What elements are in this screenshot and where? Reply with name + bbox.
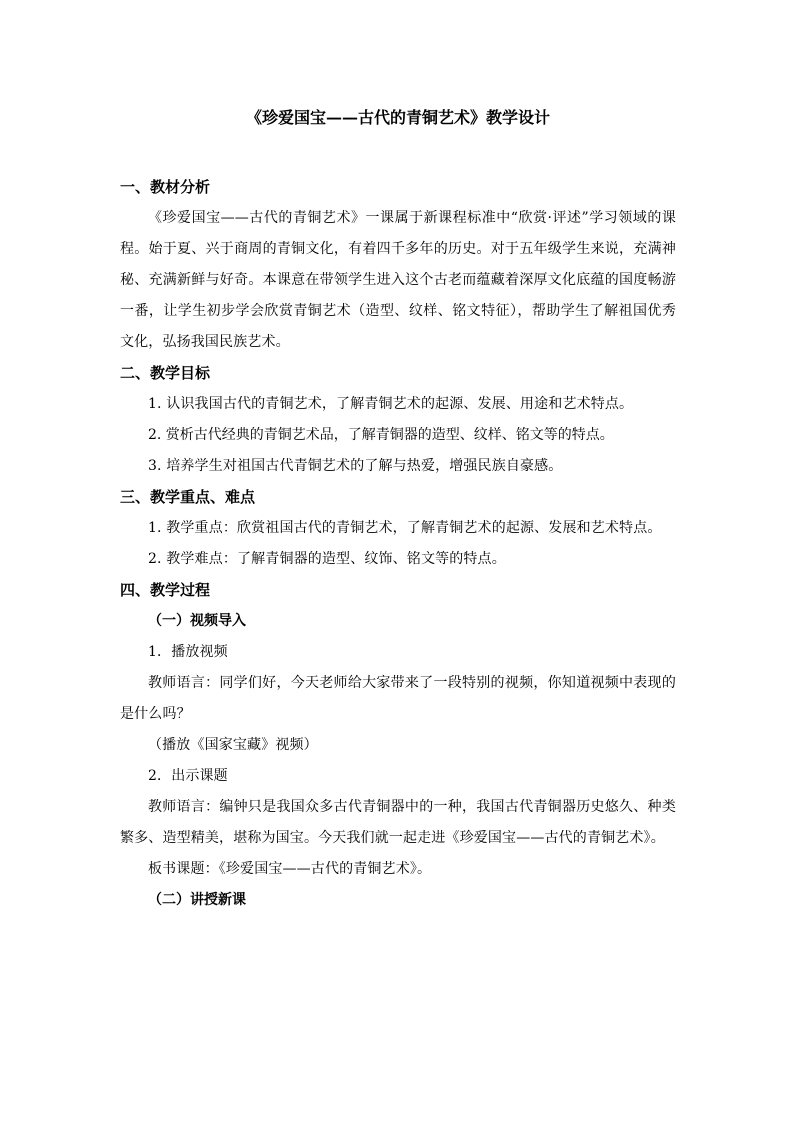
section-heading-goals: 二、教学目标 — [120, 364, 211, 382]
goal-item-3: 3. 培养学生对祖国古代青铜艺术的了解与热爱，增强民族自豪感。 — [148, 458, 563, 474]
video-note: （播放《国家宝藏》视频） — [148, 737, 318, 753]
subsection-video-intro: （一）视频导入 — [148, 613, 246, 629]
teacher-speech-2: 教师语言：编钟只是我国众多古代青铜器中的一种，我国古代青铜器历史悠久、种类繁多、造型精美，堪称为国宝。今天我们就一起走进《珍爱国宝——古代的青铜艺术》。 — [120, 799, 676, 846]
step-play-video: 1．播放视频 — [148, 644, 228, 660]
document-title: 《珍爱国宝——古代的青铜艺术》教学设计 — [245, 108, 550, 127]
subsection-new-lesson: （二）讲授新课 — [148, 892, 246, 908]
section-heading-key-points: 三、教学重点、难点 — [120, 488, 256, 506]
section-heading-analysis: 一、教材分析 — [120, 178, 211, 196]
board-topic: 板书课题：《珍爱国宝——古代的青铜艺术》。 — [148, 861, 432, 877]
key-point: 1. 教学重点：欣赏祖国古代的青铜艺术，了解青铜艺术的起源、发展和艺术特点。 — [148, 520, 662, 536]
step-show-topic: 2．出示课题 — [148, 768, 228, 784]
paragraph-analysis: 《珍爱国宝——古代的青铜艺术》一课属于新课程标准中“欣赏·评述”学习领域的课程。始于夏、兴于商周的青铜文化，有着四千多年的历史。对于五年级学生来说，充满神秘、充满新鲜与好奇。本课意在带领学生进入这个古老而蕴藏着深厚文化底蕴的国度畅游一番，让学生初步学会欣赏青铜艺术（造型、纹样、铭文特征），帮助学生了解祖国优秀文化，弘扬我国民族艺术。 — [120, 210, 676, 350]
difficulty-point: 2. 教学难点：了解青铜器的造型、纹饰、铭文等的特点。 — [148, 551, 506, 567]
goal-item-2: 2. 赏析古代经典的青铜艺术品，了解青铜器的造型、纹样、铭文等的特点。 — [148, 427, 614, 443]
document-page — [120, 104, 676, 916]
section-heading-process: 四、教学过程 — [120, 581, 211, 599]
teacher-speech-1: 教师语言：同学们好，今天老师给大家带来了一段特别的视频，你知道视频中表现的是什么吗？ — [120, 675, 676, 722]
goal-item-1: 1. 认识我国古代的青铜艺术，了解青铜艺术的起源、发展、用途和艺术特点。 — [148, 396, 634, 412]
